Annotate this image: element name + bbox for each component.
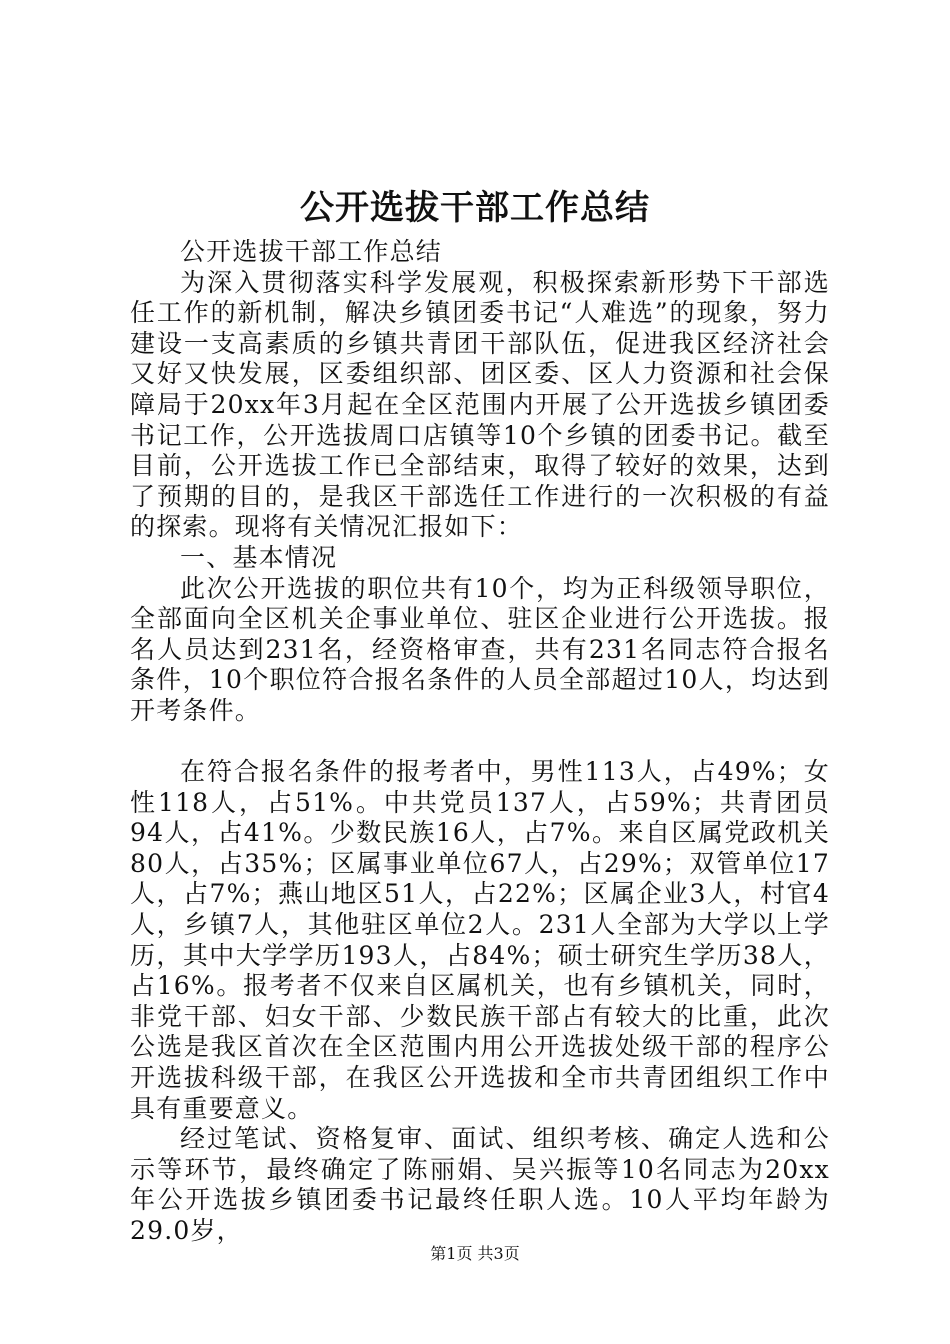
applicants-paragraph: 在符合报名条件的报考者中，男性113人，占49%；女性118人，占51%。中共党员137人，占59%；共青团员94人，占41%。少数民族16人，占7%。来自区属党政机关80人，占35%；区属事业单位67人，占29%；双管单位17人，占7%；燕山地区51人，占22%；区属企业3人，村官4人，乡镇7人，其他驻区单位2人。231人全部为大学以上学历，其中大学学历193人，占84%；硕士研究生学历38人，占16%。报考者不仅来自区属机关，也有乡镇机关，同时，非党干部、妇女干部、少数民族干部占有较大的比重，此次公选是我区首次在全区范围内用公开选拔处级干部的程序公开选拔科级干部，在我区公开选拔和全市共青团组织工作中具有重要意义。 — [130, 757, 830, 1123]
section-heading: 一、基本情况 — [180, 542, 338, 572]
results-paragraph: 经过笔试、资格复审、面试、组织考核、确定人选和公示等环节，最终确定了陈丽娟、吴兴振等10名同志为20xx年公开选拔乡镇团委书记最终任职人选。10人平均年龄为29.0岁， — [130, 1124, 830, 1245]
intro-paragraph: 为深入贯彻落实科学发展观，积极探索新形势下干部选任工作的新机制，解决乡镇团委书记“人难选”的现象，努力建设一支高素质的乡镇共青团干部队伍，促进我区经济社会又好又快发展，区委组织部、团区委、区人力资源和社会保障局于20xx年3月起在全区范围内开展了公开选拔乡镇团委书记工作，公开选拔周口店镇等10个乡镇的团委书记。截至目前，公开选拔工作已全部结束，取得了较好的效果，达到了预期的目的，是我区干部选任工作进行的一次积极的有益的探索。现将有关情况汇报如下： — [130, 267, 830, 542]
subtitle-paragraph: 公开选拔干部工作总结 — [180, 237, 443, 266]
document-title: 公开选拔干部工作总结 — [300, 188, 650, 228]
document-body — [130, 237, 830, 1247]
page-footer: 第1页 共3页 — [430, 1244, 520, 1263]
positions-paragraph: 此次公开选拔的职位共有10个，均为正科级领导职位，全部面向全区机关企事业单位、驻区企业进行公开选拔。报名人员达到231名，经资格审查，共有231名同志符合报名条件，10个职位符合报名条件的人员全部超过10人，均达到开考条件。 — [130, 573, 830, 725]
